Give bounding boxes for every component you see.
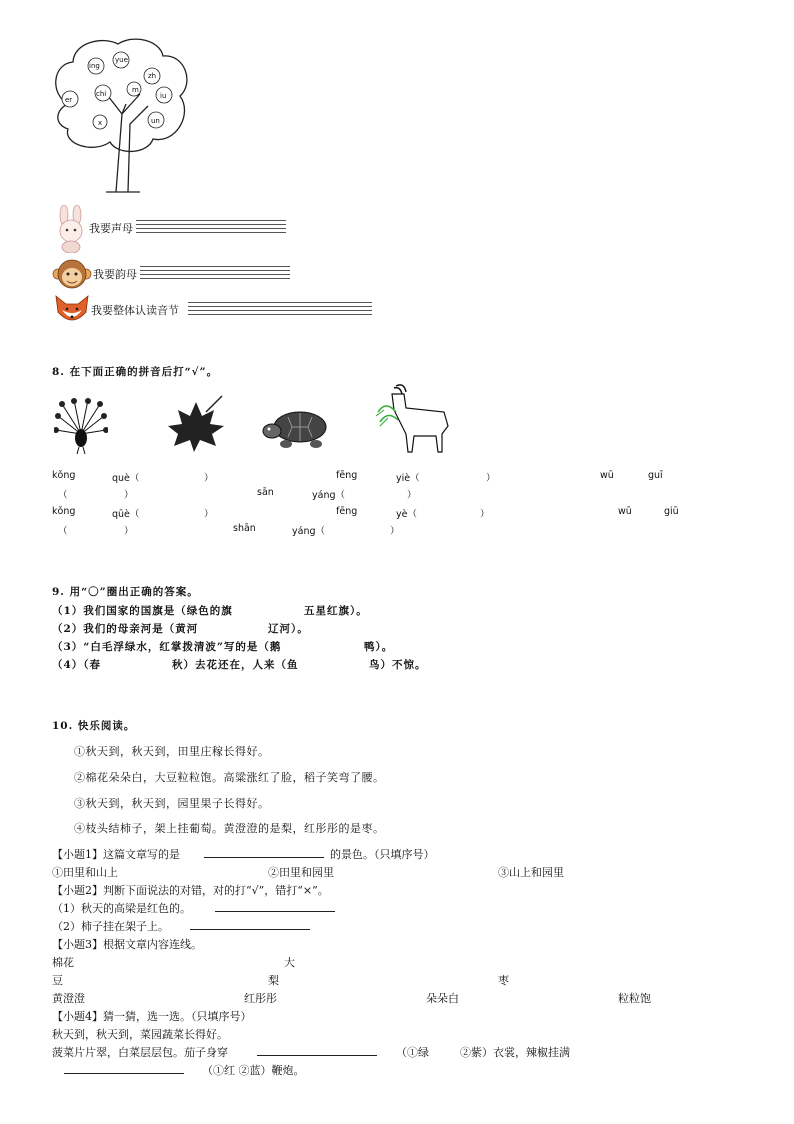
q9-item-2: （2）我们的母亲河是（黄河 — [52, 623, 199, 635]
monkey-icon — [52, 258, 92, 290]
tree-letter: un — [151, 117, 160, 125]
q9-option[interactable]: 五星红旗）。 — [304, 605, 368, 617]
writing-lines[interactable] — [136, 217, 286, 231]
sort-label-finals: 我要韵母 — [93, 268, 137, 281]
pinyin-text: yáng（ — [312, 490, 345, 501]
turtle-icon — [262, 407, 336, 449]
tree-letter: iu — [160, 92, 167, 100]
subq4-line-2: 菠菜片片翠，白菜层层包。茄子身穿 — [52, 1046, 228, 1059]
rabbit-icon — [52, 205, 90, 253]
q9-option[interactable]: 秋）去花还在，人来（鱼 — [172, 659, 299, 671]
pinyin-text: yiè（ — [396, 473, 420, 484]
sort-label-whole-syllables: 我要整体认读音节 — [91, 304, 179, 317]
answer-paren[interactable]: ） — [124, 490, 134, 501]
pinyin-text: yè（ — [396, 509, 417, 520]
answer-paren[interactable]: ） — [407, 490, 417, 501]
answer-paren[interactable]: （ — [58, 526, 68, 537]
question-8-title: 8. 在下面正确的拼音后打“√”。 — [52, 366, 219, 378]
tree-letter: yue — [115, 56, 128, 64]
q9-item-3: （3）“白毛浮绿水，红掌拨清波”写的是（鹅 — [52, 641, 282, 653]
answer-blank[interactable] — [64, 1073, 184, 1074]
q9-option[interactable]: 辽河）。 — [268, 623, 309, 635]
match-item[interactable]: 朵朵白 — [426, 992, 459, 1005]
passage-line-3: ③秋天到，秋天到，园里果子长得好。 — [74, 797, 270, 810]
subq2-item-2: （2）柿子挂在架子上。 — [52, 920, 169, 933]
answer-blank[interactable] — [215, 911, 335, 912]
answer-paren[interactable]: ） — [204, 473, 214, 484]
subq2-item-1: （1）秋天的高梁是红色的。 — [52, 902, 191, 915]
fox-icon — [52, 294, 92, 326]
q9-option[interactable]: 鸭）。 — [364, 641, 394, 653]
pinyin-text: kǒng — [52, 506, 76, 517]
pinyin-text: sān — [257, 487, 274, 498]
subq1-option-2: ②田里和园里 — [268, 866, 334, 879]
goat-icon — [374, 382, 452, 458]
subq4-choice: ②紫）衣裳，辣椒挂满 — [460, 1046, 570, 1059]
pinyin-text: fēng — [336, 506, 358, 517]
match-item[interactable]: 黄澄澄 — [52, 992, 85, 1005]
tree-letter: ing — [89, 62, 100, 70]
subq1-option-1: ①田里和山上 — [52, 866, 118, 879]
pinyin-text: qūè（ — [112, 509, 140, 520]
subq4-line-3: （①红 ②蓝）鞭炮。 — [202, 1064, 305, 1077]
tree-letter: x — [98, 119, 103, 127]
pinyin-text: guī — [648, 470, 663, 481]
answer-paren[interactable]: （ — [58, 490, 68, 501]
pinyin-text: wū — [600, 470, 614, 481]
passage-line-2: ②棉花朵朵白，大豆粒粒饱。高粱涨红了脸，稻子笑弯了腰。 — [74, 771, 385, 784]
sort-label-initials: 我要声母 — [89, 222, 133, 235]
subq1-option-3: ③山上和园里 — [498, 866, 564, 879]
answer-blank[interactable] — [257, 1055, 377, 1056]
subq4-choice: （①绿 — [396, 1046, 429, 1059]
passage-line-4: ④枝头结柿子，架上挂葡萄。黄澄澄的是梨，红彤彤的是枣。 — [74, 822, 385, 835]
question-9-title: 9. 用“〇”圈出正确的答案。 — [52, 586, 199, 598]
q9-item-1: （1）我们国家的国旗是（绿色的旗 — [52, 605, 233, 617]
q9-option[interactable]: 鸟）不惊。 — [369, 659, 427, 671]
match-item[interactable]: 棉花 — [52, 956, 74, 969]
match-item[interactable]: 豆 — [52, 974, 63, 987]
pinyin-text: què（ — [112, 473, 140, 484]
answer-paren[interactable]: ） — [124, 526, 134, 537]
subq4-title: 【小题4】猜一猜，选一选。（只填序号） — [52, 1010, 252, 1023]
tree-letter: er — [65, 96, 73, 104]
match-item[interactable]: 大 — [284, 956, 295, 969]
pinyin-text: yáng（ — [292, 526, 325, 537]
answer-blank[interactable] — [190, 929, 310, 930]
maple-leaf-icon — [166, 394, 228, 454]
pinyin-text: fēng — [336, 470, 358, 481]
subq2-title: 【小题2】判断下面说法的对错，对的打“√”，错打“×”。 — [52, 884, 329, 897]
q9-item-4: （4）（春 — [52, 659, 102, 671]
writing-lines[interactable] — [188, 299, 372, 313]
peacock-icon — [54, 398, 108, 454]
tree-letter: chi — [96, 90, 107, 98]
subq3-title: 【小题3】根据文章内容连线。 — [52, 938, 202, 951]
writing-lines[interactable] — [140, 263, 290, 277]
answer-paren[interactable]: ） — [390, 526, 400, 537]
subq1-prompt: 【小题1】这篇文章写的是 — [52, 848, 180, 861]
passage-line-1: ①秋天到，秋天到，田里庄稼长得好。 — [74, 745, 270, 758]
match-item[interactable]: 红彤彤 — [244, 992, 277, 1005]
tree-letter: m — [132, 86, 139, 94]
pinyin-text: giū — [664, 506, 679, 517]
tree-letter: zh — [148, 72, 157, 80]
subq1-suffix: 的景色。（只填序号） — [330, 848, 435, 861]
answer-blank[interactable] — [204, 857, 324, 858]
question-10-title: 10. 快乐阅读。 — [52, 720, 136, 732]
match-item[interactable]: 枣 — [498, 974, 509, 987]
subq4-line-1: 秋天到，秋天到，菜园蔬菜长得好。 — [52, 1028, 228, 1041]
pinyin-text: shān — [233, 523, 256, 534]
match-item[interactable]: 梨 — [268, 974, 279, 987]
answer-paren[interactable]: ） — [480, 509, 490, 520]
answer-paren[interactable]: ） — [204, 509, 214, 520]
answer-paren[interactable]: ） — [486, 473, 496, 484]
match-item[interactable]: 粒粒饱 — [618, 992, 651, 1005]
pinyin-text: wū — [618, 506, 632, 517]
pinyin-text: kǒng — [52, 470, 76, 481]
